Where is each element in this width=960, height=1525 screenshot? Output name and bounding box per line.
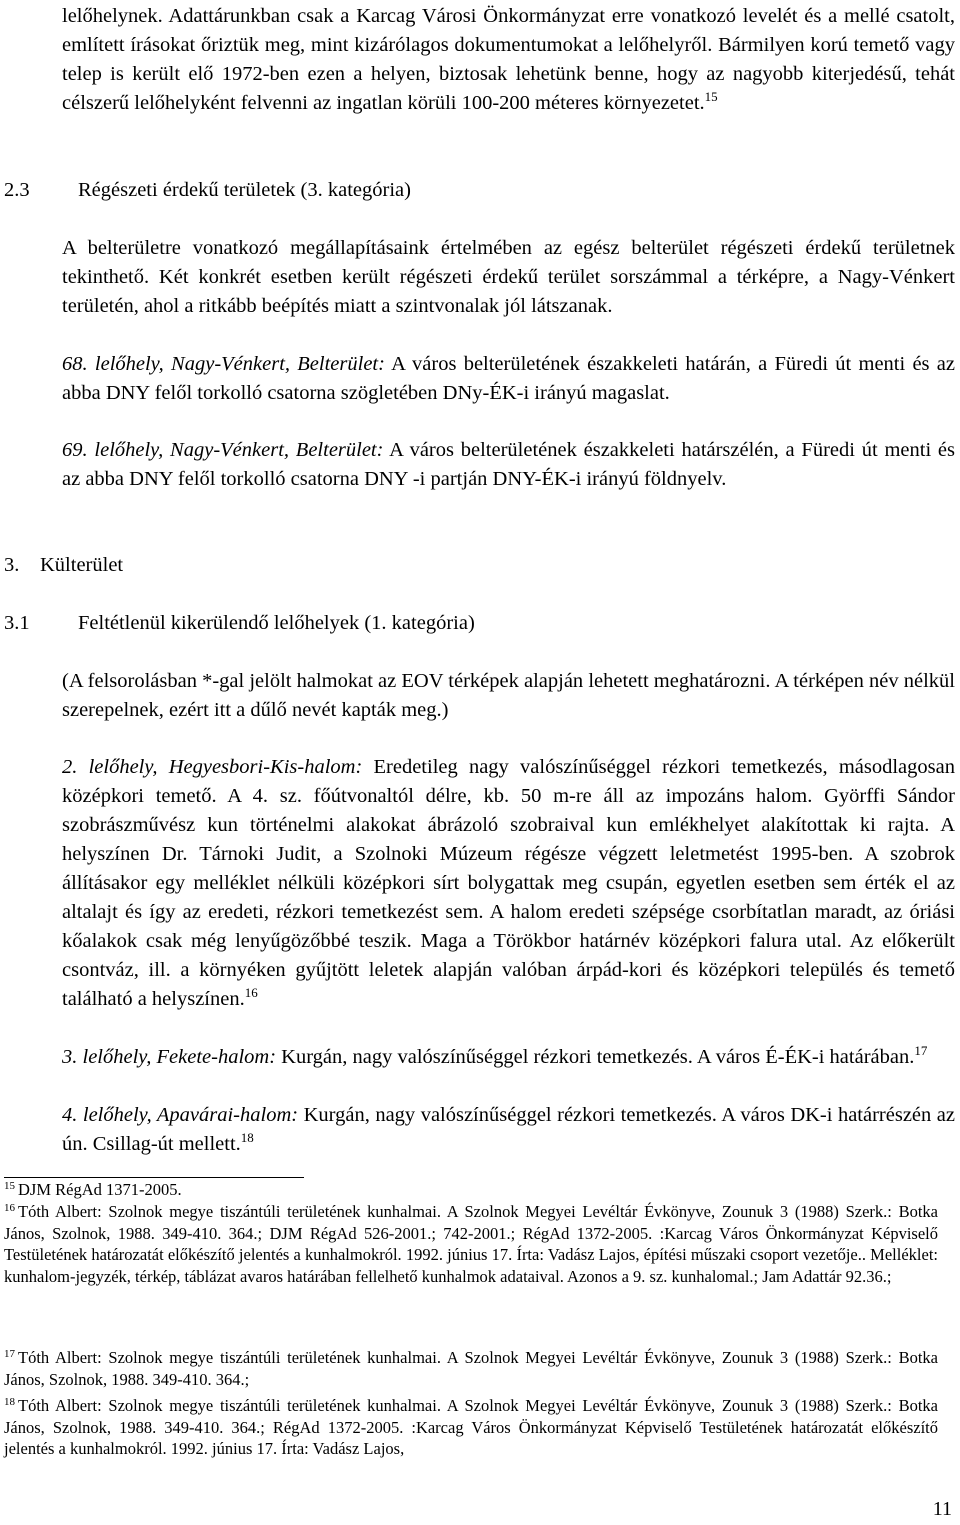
heading-3-number: 3. [4,554,20,576]
footnote-18-number: 18 [4,1395,15,1408]
heading-2-3-number: 2.3 [4,179,30,201]
footnote-ref-17: 17 [914,1043,928,1059]
eov-note-paragraph [62,667,955,725]
site-2-label: 2. lelőhely, Hegyesbori-Kis-halom: [62,756,363,778]
site-69-entry [62,436,955,494]
footnote-16 [4,1201,938,1287]
footnote-15-text: DJM RégAd 1371-2005. [18,1180,182,1199]
heading-3-1-title: Feltétlenül kikerülendő lelőhelyek (1. kategória) [78,612,475,634]
site-2-text: Eredetileg nagy valószínűséggel rézkori temetkezés, másodlagosan középkori temető. A 4. sz. főútvonaltól délre, kb. 50 m-re áll az impozáns halom. Györffi Sándor szobrászművész kun történelmi alakokat ábrázoló szobraival kun emlékhelyet alakítottak ki rajta. A helyszínen Dr. Tárnoki Judit, a Szolnoki Múzeum régésze végzett leletmetést 1995-ben. A szobrok állításakor egy melléklet nélküli középkori sírt bolygattak meg csupán, egyetlen esetben sem érték el az altalajt és így az eredeti, rézkori temetkezést sem. A halom eredeti szépsége csorbítatlan maradt, az óriási kőalakok csak még lenyűgözőbbé teszik. Maga a Törökbor határnév középkori falura utal. Az előkerült csontváz, ill. a környéken gyűjtött leletek alapján valóban árpád-kori és középkori település és temető található a helyszínen. [62,756,955,1010]
site-3-entry [62,1043,955,1072]
site-68-entry [62,350,955,408]
footnote-18-text: Tóth Albert: Szolnok megye tiszántúli területének kunhalmai. A Szolnok Megyei Levéltár Évkönyve, Zounuk 3 (1988) Szerk.: Botka János, Szolnok, 1988. 349-410. 364.; RégAd 1372-2005. :Karcag Város Önkormányzat Képviselő Testületének határozatát előkészítő jelentés a kunhalmokról. 1992. június 17. Írta: Vadász Lajos, [4,1396,938,1458]
site-68-text: A város belterületének északkeleti határán, a Füredi út menti és az abba DNY felől torkolló csatorna szögletében DNy-ÉK-i irányú magaslat. [62,353,955,404]
footnote-15 [4,1179,938,1201]
site-2-entry [62,753,955,1014]
heading-3-title: Külterület [40,554,124,576]
footnote-16-number: 16 [4,1201,15,1214]
site-69-label: 69. lelőhely, Nagy-Vénkert, Belterület: [62,439,384,461]
site-3-label: 3. lelőhely, Fekete-halom: [62,1046,277,1068]
footnote-17 [4,1347,938,1390]
footnote-18 [4,1395,938,1460]
heading-2-3-title: Régészeti érdekű területek (3. kategória) [78,179,411,201]
footnote-17-number: 17 [4,1347,15,1360]
footnote-separator [4,1177,304,1178]
belterulet-paragraph [62,234,955,321]
heading-2-3 [4,176,411,205]
intro-text: lelőhelynek. Adattárunkban csak a Karcag Városi Önkormányzat erre vonatkozó levelét és a mellé csatolt, említett írásokat őriztük meg, mint kizárólagos dokumentumokat a lelőhelyről. Bármilyen korú temető vagy telep is került elő 1972-ben ezen a helyen, biztosak lehetünk benne, hogy az nagyobb kiterjedésű, tehát célszerű lelőhelyként felvenni az ingatlan körüli 100-200 méteres környezetet. [62,5,955,114]
site-4-entry [62,1101,955,1159]
page-number: 11 [932,1498,952,1520]
site-4-label: 4. lelőhely, Apavárai-halom: [62,1104,299,1126]
footnote-15-number: 15 [4,1179,15,1192]
belterulet-text: A belterületre vonatkozó megállapításaink értelmében az egész belterület régészeti érdekű területnek tekinthető. Két konkrét esetben került régészeti érdekű terület sorszámmal a térképre, a Nagy-Vénkert területén, ahol a ritkább beépítés miatt a szintvonalak jól látszanak. [62,237,955,317]
footnote-16-text: Tóth Albert: Szolnok megye tiszántúli területének kunhalmai. A Szolnok Megyei Levéltár Évkönyve, Zounuk 3 (1988) Szerk.: Botka János, Szolnok, 1988. 349-410. 364.; DJM RégAd 526-2001.; 742-2001.; RégAd 1372-2005. :Karcag Város Önkormányzat Képviselő Testületének határozatát előkészítő jelentés a kunhalmokról. 1992. június 17. Írta: Vadász Lajos, építési műszaki csoport vezetője.. Melléklet: kunhalom-jegyzék, térkép, táblázat avaros határában fellelhető kunhalmok adataival. Azonos a 9. sz. kunhalomal.; Jam Adattár 92.36.; [4,1202,938,1286]
heading-3-1 [4,609,475,638]
footnote-17-text: Tóth Albert: Szolnok megye tiszántúli területének kunhalmai. A Szolnok Megyei Levéltár Évkönyve, Zounuk 3 (1988) Szerk.: Botka János, Szolnok, 1988. 349-410. 364.; [4,1348,938,1389]
footnote-ref-18: 18 [240,1130,254,1146]
heading-3 [4,551,123,580]
site-69-text: A város belterületének északkeleti határszélén, a Füredi út menti és az abba DNY felől torkolló csatorna DNY -i partján DNY-ÉK-i irányú földnyelv. [62,439,955,490]
site-3-text: Kurgán, nagy valószínűséggel rézkori temetkezés. A város É-ÉK-i határában. [276,1046,915,1068]
eov-note-text: (A felsorolásban *-gal jelölt halmokat az EOV térképek alapján lehetett meghatározni. A térképen név nélkül szerepelnek, ezért itt a dűlő nevét kapták meg.) [62,670,955,721]
site-68-label: 68. lelőhely, Nagy-Vénkert, Belterület: [62,353,385,375]
footnote-ref-15: 15 [704,89,718,105]
intro-paragraph [62,2,955,118]
footnote-ref-16: 16 [244,985,258,1001]
site-4-text: Kurgán, nagy valószínűséggel rézkori temetkezés. A város DK-i határrészén az ún. Csillag-út mellett. [62,1104,955,1155]
heading-3-1-number: 3.1 [4,612,30,634]
